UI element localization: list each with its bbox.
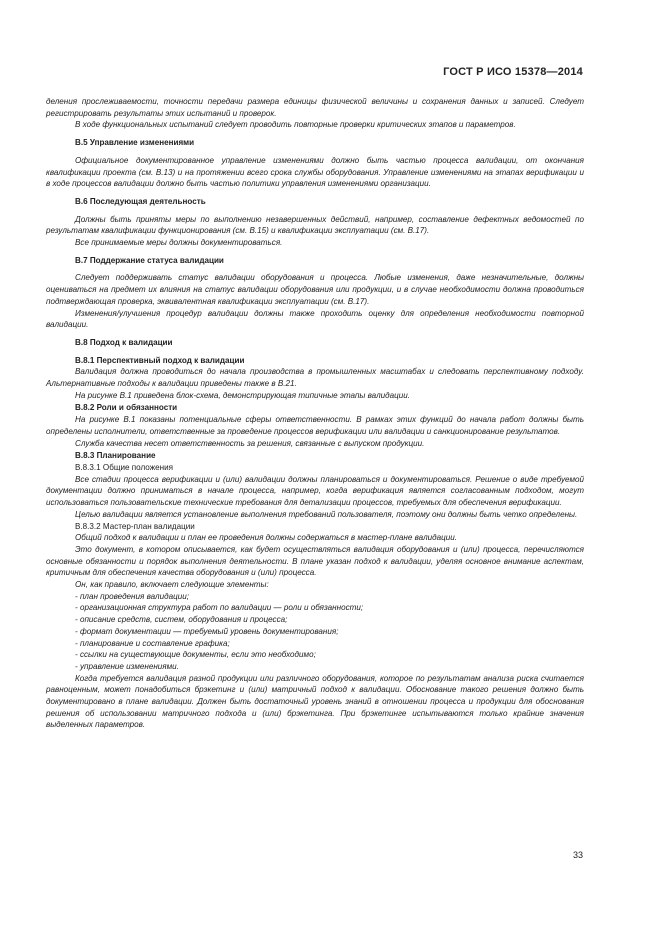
paragraph: Все принимаемые меры должны документироваться. xyxy=(75,238,283,248)
paragraph: Валидация должна проводиться до начала производства в промышленных масштабах и следовать перспективному подходу. Альтернативные подходы к валидации приведены также в В.21. xyxy=(46,367,584,389)
paragraph: Официальное документированное управление изменениями должно быть частью процесса валидации, от окончания квалификации проекта (см. В.13) и на протяжении всего срока службы оборудования. Управление изменениями на этапах верификации и в ходе процессов валидации должно быть частью политики управления изменениями организации. xyxy=(46,155,584,189)
list-item: - планирование и составление графика; xyxy=(75,638,230,648)
list-item: - описание средств, систем, оборудования и процесса; xyxy=(75,615,288,625)
list-item: - ссылки на существующие документы, если это необходимо; xyxy=(75,650,316,660)
paragraph: деления прослеживаемости, точности передачи размера единицы физической величины и сохранения данных и записей. Следует регистрировать результаты этих испытаний и проверок. xyxy=(46,97,584,118)
paragraph: В ходе функциональных испытаний следует проводить повторные проверки критических этапов и параметров. xyxy=(75,120,516,130)
subsubsection-heading: В.8.3.1 Общие положения xyxy=(75,462,173,472)
page-number: 33 xyxy=(572,850,583,860)
paragraph: Он, как правило, включает следующие элементы: xyxy=(75,580,269,590)
list-item: - план проведения валидации; xyxy=(75,591,189,601)
paragraph: Служба качества несет ответственность за решения, связанные с выпуском продукции. xyxy=(75,438,425,448)
paragraph: Целью валидации является установление выполнения требований пользователя, поэтому они должны быть четко определены. xyxy=(75,509,578,519)
paragraph: На рисунке В.1 приведена блок-схема, демонстрирующая типичные этапы валидации. xyxy=(75,390,410,400)
list-item: - организационная структура работ по валидации — роли и обязанности; xyxy=(75,603,364,613)
subsection-heading: В.8.1 Перспективный подход к валидации xyxy=(75,355,245,365)
list-item: - управление изменениями. xyxy=(75,661,179,671)
paragraph: Это документ, в котором описывается, как будет осуществляться валидация оборудования и (или) процесса, перечисляются основные обязанности и порядок выполнения деятельности. В плане указан подход к валидации, уделяя основное внимание аспектам, критичным для обеспечения качества оборудования и (или) процесса. xyxy=(46,544,584,578)
paragraph: Когда требуется валидация разной продукции или различного оборудования, которое по результатам анализа риска считается равноценным, может понадобиться брэкетинг и (или) матричный подход к валидации. Обоснование такого решения должно быть документировано в плане валидации. Должен быть достаточный уровень знаний в отношении процесса и продукции для обоснования решения об использовании матричного подхода и (или) брэкетинга. При брэкетинге испытываются только крайние значения выделенных параметров. xyxy=(46,673,584,730)
paragraph: Все стадии процесса верификации и (или) валидации должны планироваться и документироваться. Решение о виде требуемой документации должно приниматься в начале процесса, например, когда верификация является согласованным подходом, могут использоваться пользовательские технические требования для детализации процессов, требуемых для обеспечения верификации. xyxy=(46,474,584,508)
subsubsection-heading: В.8.3.2 Мастер-план валидации xyxy=(75,521,195,531)
paragraph: Общий подход к валидации и план ее проведения должны содержаться в мастер-плане валидации. xyxy=(75,533,458,543)
section-heading: В.7 Поддержание статуса валидации xyxy=(75,255,224,265)
document-body xyxy=(46,96,584,731)
section-heading: В.6 Последующая деятельность xyxy=(75,196,206,206)
section-heading: В.8 Подход к валидации xyxy=(75,337,173,347)
paragraph: Изменения/улучшения процедур валидации должны также проходить оценку для определения необходимости повторной валидации. xyxy=(46,308,584,330)
page-header-title: ГОСТ Р ИСО 15378—2014 xyxy=(443,66,583,78)
paragraph: Должны быть приняты меры по выполнению незавершенных действий, например, составление дефектных ведомостей по результатам квалификации функционирования (см. В.15) и квалификации эксплуатации (см. В.17). xyxy=(46,214,584,236)
paragraph: Следует поддерживать статус валидации оборудования и процесса. Любые изменения, даже незначительные, должны оцениваться на предмет их влияния на статус валидации оборудования или продукции, и в случае необходимости должна проводиться подтверждающая проверка, эквивалентная квалификации эксплуатации (см. В.17). xyxy=(46,273,584,306)
section-heading: В.5 Управление изменениями xyxy=(75,138,195,148)
subsection-heading: В.8.2 Роли и обязанности xyxy=(75,403,178,413)
list-item: - формат документации — требуемый уровень документирования; xyxy=(75,626,339,636)
paragraph: На рисунке В.1 показаны потенциальные сферы ответственности. В рамках этих функций до начала работ должны быть определены исполнители, ответственные за проведение процессов верификации или валидации и санкционирование результатов. xyxy=(46,415,584,436)
subsection-heading: В.8.3 Планирование xyxy=(75,451,156,461)
